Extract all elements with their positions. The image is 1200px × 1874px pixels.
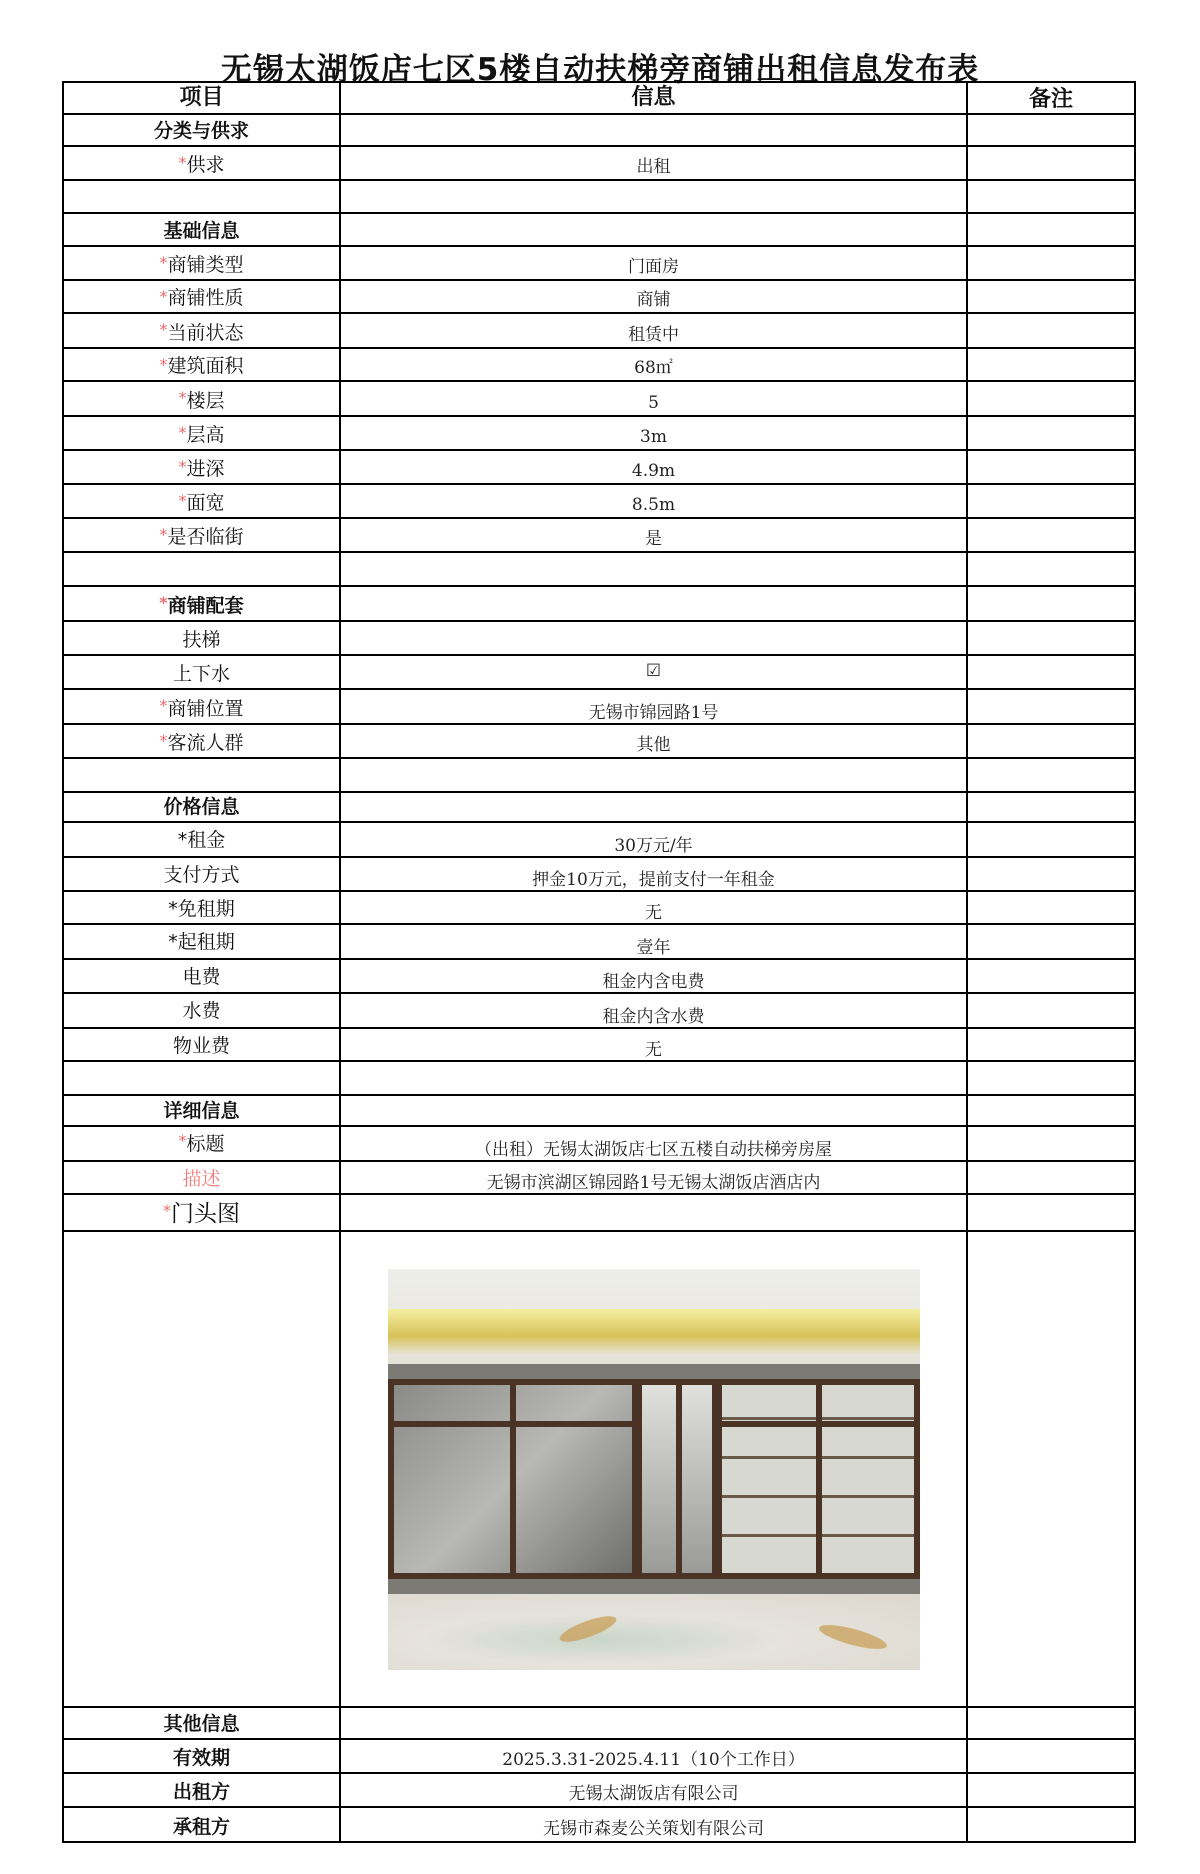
row-remark — [968, 1062, 1134, 1094]
row-label — [64, 553, 341, 585]
row-value: （出租）无锡太湖饭店七区五楼自动扶梯旁房屋 — [341, 1127, 968, 1160]
info-table — [62, 81, 1136, 1843]
table-row — [64, 485, 1134, 519]
row-label: 商铺位置 — [167, 698, 244, 720]
row-label: 进深 — [186, 458, 225, 480]
required-asterisk: * — [178, 153, 187, 172]
row-value — [341, 553, 968, 585]
required-asterisk: * — [159, 593, 168, 612]
row-label: 基础信息 — [64, 214, 341, 245]
row-value — [341, 759, 968, 791]
table-row — [64, 519, 1134, 553]
row-label — [64, 181, 341, 212]
row-remark — [968, 1162, 1134, 1193]
table-row — [64, 994, 1134, 1029]
row-remark — [968, 925, 1134, 958]
required-asterisk: * — [159, 525, 168, 544]
table-row — [64, 1740, 1134, 1774]
row-label: 其他信息 — [64, 1708, 341, 1738]
row-value — [341, 1195, 968, 1230]
row-label: 上下水 — [64, 656, 341, 688]
row-remark — [968, 382, 1134, 415]
row-remark — [968, 281, 1134, 312]
row-label: 有效期 — [64, 1740, 341, 1772]
header-info: 信息 — [341, 83, 968, 113]
checked-checkbox-icon[interactable]: ☑ — [341, 656, 968, 688]
row-remark — [968, 1740, 1134, 1772]
row-value: 2025.3.31-2025.4.11（10个工作日） — [341, 1740, 968, 1772]
table-row — [64, 656, 1134, 690]
table-row — [64, 960, 1134, 994]
row-label: 商铺配套 — [167, 595, 244, 617]
table-row — [64, 1029, 1134, 1062]
row-remark — [968, 181, 1134, 212]
required-asterisk: * — [159, 287, 168, 306]
table-row — [64, 1162, 1134, 1195]
row-remark — [968, 485, 1134, 517]
table-row — [64, 858, 1134, 892]
row-value — [341, 1062, 968, 1094]
row-value — [341, 181, 968, 212]
row-remark — [968, 690, 1134, 723]
row-remark — [968, 823, 1134, 856]
row-label: 描述 — [64, 1162, 341, 1193]
table-row — [64, 925, 1134, 960]
row-label: 供求 — [186, 154, 225, 176]
row-label — [64, 1232, 341, 1706]
row-value — [341, 587, 968, 620]
required-asterisk: * — [159, 355, 168, 374]
table-row — [64, 823, 1134, 858]
row-value: 无锡太湖饭店有限公司 — [341, 1774, 968, 1806]
table-row — [64, 147, 1134, 181]
row-label: 面宽 — [186, 492, 225, 514]
required-asterisk: * — [163, 1201, 171, 1220]
table-row — [64, 1195, 1134, 1232]
table-row — [64, 690, 1134, 725]
row-label: 商铺类型 — [167, 254, 244, 276]
row-label: 物业费 — [64, 1029, 341, 1060]
row-value: 是 — [341, 519, 968, 551]
required-asterisk: * — [178, 491, 187, 510]
document-title: 无锡太湖饭店七区5楼自动扶梯旁商铺出租信息发布表 — [220, 52, 980, 88]
row-remark — [968, 1708, 1134, 1738]
row-value — [341, 793, 968, 821]
photo-cell — [341, 1232, 968, 1706]
row-remark — [968, 247, 1134, 279]
table-row — [64, 1774, 1134, 1808]
required-asterisk: * — [178, 457, 187, 476]
row-remark — [968, 1127, 1134, 1160]
row-label: *免租期 — [64, 892, 341, 923]
row-value — [341, 214, 968, 245]
row-value: 出租 — [341, 147, 968, 179]
table-row — [64, 622, 1134, 656]
row-remark — [968, 725, 1134, 757]
row-value — [341, 1708, 968, 1738]
table-row — [64, 1808, 1134, 1841]
row-label: 承租方 — [64, 1808, 341, 1841]
table-row — [64, 214, 1134, 247]
table-row — [64, 793, 1134, 823]
row-label: 水费 — [64, 994, 341, 1027]
table-row — [64, 115, 1134, 147]
table-row — [64, 553, 1134, 587]
row-value: 3m — [341, 417, 968, 449]
row-remark — [968, 1808, 1134, 1841]
row-remark — [968, 793, 1134, 821]
row-value: 4.9m — [341, 451, 968, 483]
row-value: 押金10万元，提前支付一年租金 — [341, 858, 968, 890]
table-row-photo — [64, 1232, 1134, 1708]
row-label: 当前状态 — [167, 322, 244, 344]
table-row — [64, 1708, 1134, 1740]
required-asterisk: * — [159, 320, 168, 339]
row-remark — [968, 349, 1134, 380]
table-row — [64, 892, 1134, 925]
row-value — [341, 622, 968, 654]
required-asterisk: * — [159, 696, 168, 715]
row-value: 无锡市森麦公关策划有限公司 — [341, 1808, 968, 1841]
row-remark — [968, 451, 1134, 483]
row-value: 68㎡ — [341, 349, 968, 380]
row-label: 电费 — [64, 960, 341, 992]
row-remark — [968, 1195, 1134, 1230]
row-label: 支付方式 — [64, 858, 341, 890]
row-remark — [968, 994, 1134, 1027]
table-row — [64, 1062, 1134, 1096]
row-value: 无锡市锦园路1号 — [341, 690, 968, 723]
row-value: 30万元/年 — [341, 823, 968, 856]
row-value: 商铺 — [341, 281, 968, 312]
row-remark — [968, 553, 1134, 585]
row-value — [341, 1096, 968, 1125]
row-remark — [968, 960, 1134, 992]
row-remark — [968, 858, 1134, 890]
row-value: 其他 — [341, 725, 968, 757]
row-label: *租金 — [64, 823, 341, 856]
table-header-row — [64, 83, 1134, 115]
row-remark — [968, 1774, 1134, 1806]
row-label: 是否临街 — [167, 526, 244, 548]
row-label: 价格信息 — [64, 793, 341, 821]
row-remark — [968, 622, 1134, 654]
row-label: 客流人群 — [167, 732, 244, 754]
table-row — [64, 349, 1134, 382]
row-remark — [968, 519, 1134, 551]
table-row — [64, 247, 1134, 281]
header-item: 项目 — [64, 83, 341, 113]
row-value: 5 — [341, 382, 968, 415]
table-row — [64, 587, 1134, 622]
row-remark — [968, 656, 1134, 688]
required-asterisk: * — [178, 423, 187, 442]
row-label: 建筑面积 — [167, 355, 244, 377]
table-row — [64, 382, 1134, 417]
row-label: 门头图 — [171, 1201, 240, 1227]
row-remark — [968, 1232, 1134, 1706]
row-label: 分类与供求 — [64, 115, 341, 145]
row-remark — [968, 759, 1134, 791]
row-remark — [968, 587, 1134, 620]
row-remark — [968, 1029, 1134, 1060]
required-asterisk: * — [159, 253, 168, 272]
row-remark — [968, 892, 1134, 923]
header-remark: 备注 — [1028, 87, 1073, 112]
table-row — [64, 1127, 1134, 1162]
table-row — [64, 417, 1134, 451]
row-remark — [968, 314, 1134, 347]
storefront-photo — [388, 1269, 920, 1670]
row-value: 门面房 — [341, 247, 968, 279]
row-remark — [968, 417, 1134, 449]
table-row — [64, 281, 1134, 314]
row-value: 租赁中 — [341, 314, 968, 347]
required-asterisk: * — [178, 388, 187, 407]
required-asterisk: * — [159, 731, 168, 750]
row-label: *起租期 — [64, 925, 341, 958]
table-row — [64, 451, 1134, 485]
row-value: 无 — [341, 1029, 968, 1060]
table-row — [64, 181, 1134, 214]
row-label: 层高 — [186, 424, 225, 446]
row-label: 标题 — [186, 1133, 225, 1155]
row-label: 出租方 — [64, 1774, 341, 1806]
row-value: 壹年 — [341, 925, 968, 958]
row-value: 无 — [341, 892, 968, 923]
row-remark — [968, 115, 1134, 145]
row-label: 商铺性质 — [167, 287, 244, 309]
row-label: 详细信息 — [64, 1096, 341, 1125]
table-row — [64, 1096, 1134, 1127]
row-label: 扶梯 — [64, 622, 341, 654]
row-label — [64, 1062, 341, 1094]
table-row — [64, 314, 1134, 349]
row-label — [64, 759, 341, 791]
required-asterisk: * — [178, 1131, 187, 1150]
row-value: 租金内含电费 — [341, 960, 968, 992]
table-row — [64, 759, 1134, 793]
row-remark — [968, 147, 1134, 179]
row-value: 无锡市滨湖区锦园路1号无锡太湖饭店酒店内 — [341, 1162, 968, 1193]
table-row — [64, 725, 1134, 759]
row-value — [341, 115, 968, 145]
row-remark — [968, 1096, 1134, 1125]
row-label: 楼层 — [186, 390, 225, 412]
row-remark — [968, 214, 1134, 245]
row-value: 租金内含水费 — [341, 994, 968, 1027]
row-value: 8.5m — [341, 485, 968, 517]
